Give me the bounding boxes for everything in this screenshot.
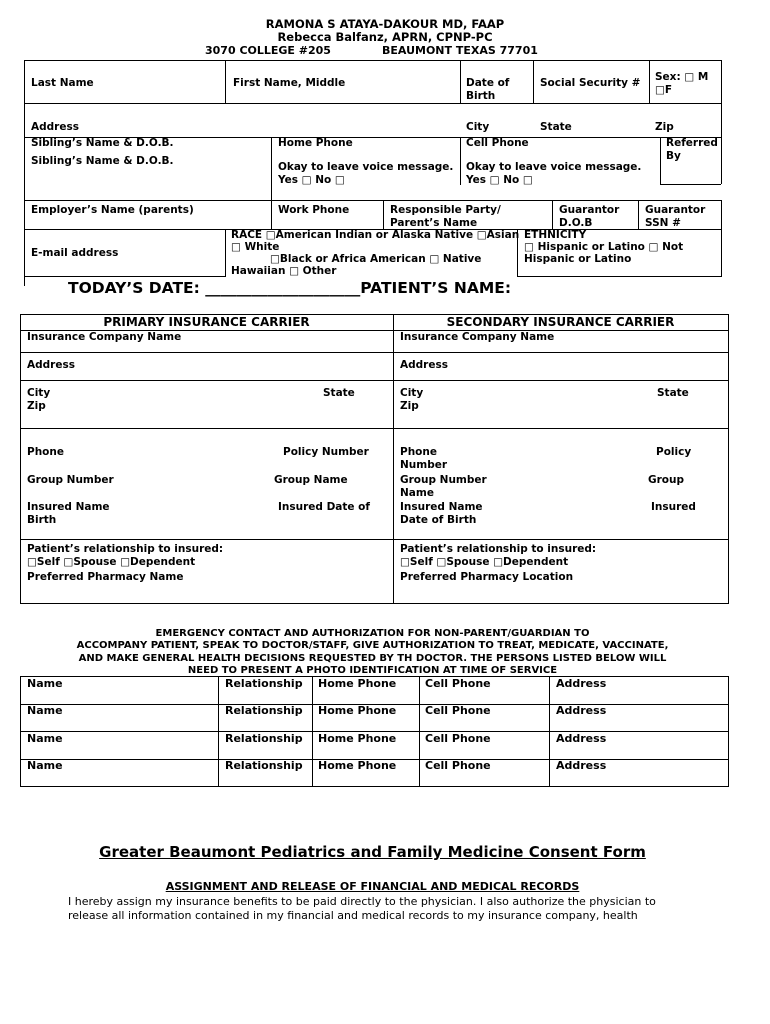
- emergency-address-label: Address: [556, 704, 607, 717]
- work-phone-label: Work Phone: [278, 204, 350, 216]
- primary-relationship-label: Patient’s relationship to insured:: [27, 543, 224, 555]
- consent-subtitle: ASSIGNMENT AND RELEASE OF FINANCIAL AND MEDICAL RECORDS: [165, 880, 580, 893]
- secondary-insured-label: Insured: [651, 501, 696, 513]
- secondary-zip-label: Zip: [400, 400, 419, 412]
- secondary-number-label: Number: [400, 459, 448, 471]
- secondary-carrier-title: SECONDARY INSURANCE CARRIER: [446, 315, 675, 329]
- primary-phone-label: Phone: [27, 446, 64, 458]
- emergency-cell-phone-label: Cell Phone: [425, 677, 491, 690]
- emergency-contact-heading: EMERGENCY CONTACT AND AUTHORIZATION FOR NON-PARENT/GUARDIAN TO ACCOMPANY PATIENT, SPEAK TO DOCTOR/STAFF, GIVE AUTHORIZATION TO TREAT, MEDICATE, VACCINATE, AND MAKE GENERAL HEALTH DECISIONS REQUESTED BY TH DOCTOR. THE PERSONS LISTED BELOW WILL NEED TO PRESENT A PHOTO IDENTIFICATION AT TIME OF SERVICE: [76, 628, 669, 676]
- secondary-group-number-label: Group Number: [400, 474, 487, 486]
- voice-msg-cell: Okay to leave voice message.: [466, 161, 642, 173]
- dob-label: Date of Birth: [466, 77, 510, 102]
- emergency-address-label: Address: [556, 732, 607, 745]
- emergency-cell-phone-label: Cell Phone: [425, 759, 491, 772]
- voice-msg-cell-yes-no[interactable]: Yes □ No □: [466, 174, 533, 186]
- primary-pharmacy-label: Preferred Pharmacy Name: [27, 571, 184, 583]
- primary-city-label: City: [27, 387, 51, 399]
- emergency-cell-phone-label: Cell Phone: [425, 704, 491, 717]
- primary-company-label: Insurance Company Name: [27, 331, 182, 343]
- primary-insured-name-label: Insured Name: [27, 501, 110, 513]
- emergency-relationship-label: Relationship: [225, 759, 303, 772]
- emergency-name-label: Name: [27, 759, 63, 772]
- emergency-name-label: Name: [27, 732, 63, 745]
- emergency-address-label: Address: [556, 759, 607, 772]
- responsible-party-label: Responsible Party/ Parent’s Name: [390, 204, 501, 229]
- race-options-3[interactable]: □Black or Africa American □ Native: [270, 253, 482, 265]
- last-name-label: Last Name: [31, 77, 94, 89]
- todays-date-patient-name: TODAY’S DATE: ____________________PATIENT’S NAME:: [68, 279, 512, 297]
- referred-by-label: Referred By: [666, 137, 718, 162]
- home-phone-label: Home Phone: [278, 137, 353, 149]
- emergency-home-phone-label: Home Phone: [318, 677, 397, 690]
- secondary-insured-name-label: Insured Name: [400, 501, 483, 513]
- zip-label: Zip: [655, 121, 674, 133]
- state-label: State: [540, 121, 572, 133]
- sex-m-checkbox[interactable]: Sex: □ M: [655, 71, 709, 83]
- primary-address-label: Address: [27, 359, 75, 371]
- employer-label: Employer’s Name (parents): [31, 204, 194, 216]
- emergency-home-phone-label: Home Phone: [318, 704, 397, 717]
- primary-policy-label: Policy Number: [283, 446, 369, 458]
- emergency-name-label: Name: [27, 677, 63, 690]
- provider-name: Rebecca Balfanz, APRN, CPNP-PC: [277, 30, 493, 44]
- race-options-1[interactable]: RACE □American Indian or Alaska Native □Asian: [231, 229, 520, 241]
- secondary-phone-label: Phone: [400, 446, 437, 458]
- cell-phone-label: Cell Phone: [466, 137, 529, 149]
- emergency-name-label: Name: [27, 704, 63, 717]
- race-options-2[interactable]: □ White: [231, 241, 280, 253]
- ssn-label: Social Security #: [540, 77, 641, 89]
- primary-birth-label: Birth: [27, 514, 57, 526]
- secondary-pharmacy-label: Preferred Pharmacy Location: [400, 571, 574, 583]
- secondary-company-label: Insurance Company Name: [400, 331, 555, 343]
- secondary-group-label: Group: [648, 474, 685, 486]
- secondary-dob-label: Date of Birth: [400, 514, 477, 526]
- practice-address: 3070 COLLEGE #205: [205, 44, 331, 57]
- race-options-4[interactable]: Hawaiian □ Other: [231, 265, 337, 277]
- secondary-state-label: State: [657, 387, 689, 399]
- emergency-relationship-label: Relationship: [225, 732, 303, 745]
- consent-title: Greater Beaumont Pediatrics and Family Medicine Consent Form: [99, 843, 646, 861]
- primary-group-name-label: Group Name: [274, 474, 348, 486]
- primary-state-label: State: [323, 387, 355, 399]
- emergency-relationship-label: Relationship: [225, 704, 303, 717]
- sibling-2-label: Sibling’s Name & D.O.B.: [31, 155, 174, 167]
- voice-msg-home: Okay to leave voice message.: [278, 161, 454, 173]
- emergency-home-phone-label: Home Phone: [318, 759, 397, 772]
- guarantor-dob-label: Guarantor D.O.B: [559, 204, 620, 229]
- sex-f-checkbox[interactable]: □F: [655, 84, 673, 96]
- emergency-home-phone-label: Home Phone: [318, 732, 397, 745]
- address-label: Address: [31, 121, 79, 133]
- emergency-address-label: Address: [556, 677, 607, 690]
- first-name-label: First Name, Middle: [233, 77, 346, 89]
- city-label: City: [466, 121, 490, 133]
- voice-msg-home-yes-no[interactable]: Yes □ No □: [278, 174, 345, 186]
- primary-zip-label: Zip: [27, 400, 46, 412]
- secondary-relationship-options[interactable]: □Self □Spouse □Dependent: [400, 556, 569, 568]
- emergency-relationship-label: Relationship: [225, 677, 303, 690]
- ethnicity-title: ETHNICITY: [524, 229, 587, 241]
- secondary-city-label: City: [400, 387, 424, 399]
- secondary-policy-label: Policy: [656, 446, 692, 458]
- ethnicity-options-2: Hispanic or Latino: [524, 253, 632, 265]
- emergency-cell-phone-label: Cell Phone: [425, 732, 491, 745]
- sibling-1-label: Sibling’s Name & D.O.B.: [31, 137, 174, 149]
- primary-relationship-options[interactable]: □Self □Spouse □Dependent: [27, 556, 196, 568]
- primary-carrier-title: PRIMARY INSURANCE CARRIER: [103, 315, 310, 329]
- guarantor-ssn-label: Guarantor SSN #: [645, 204, 706, 229]
- email-label: E-mail address: [31, 247, 119, 259]
- primary-insured-dob-label: Insured Date of: [278, 501, 370, 513]
- primary-group-number-label: Group Number: [27, 474, 114, 486]
- secondary-address-label: Address: [400, 359, 448, 371]
- secondary-name-label: Name: [400, 487, 434, 499]
- practice-city: BEAUMONT TEXAS 77701: [382, 44, 538, 57]
- practice-name: RAMONA S ATAYA-DAKOUR MD, FAAP: [265, 17, 505, 31]
- consent-body: I hereby assign my insurance benefits to be paid directly to the physician. I also authorize the physician to release all information contained in my financial and medical records to my insurance company, health: [68, 895, 656, 922]
- secondary-relationship-label: Patient’s relationship to insured:: [400, 543, 597, 555]
- ethnicity-options-1[interactable]: □ Hispanic or Latino □ Not: [524, 241, 684, 253]
